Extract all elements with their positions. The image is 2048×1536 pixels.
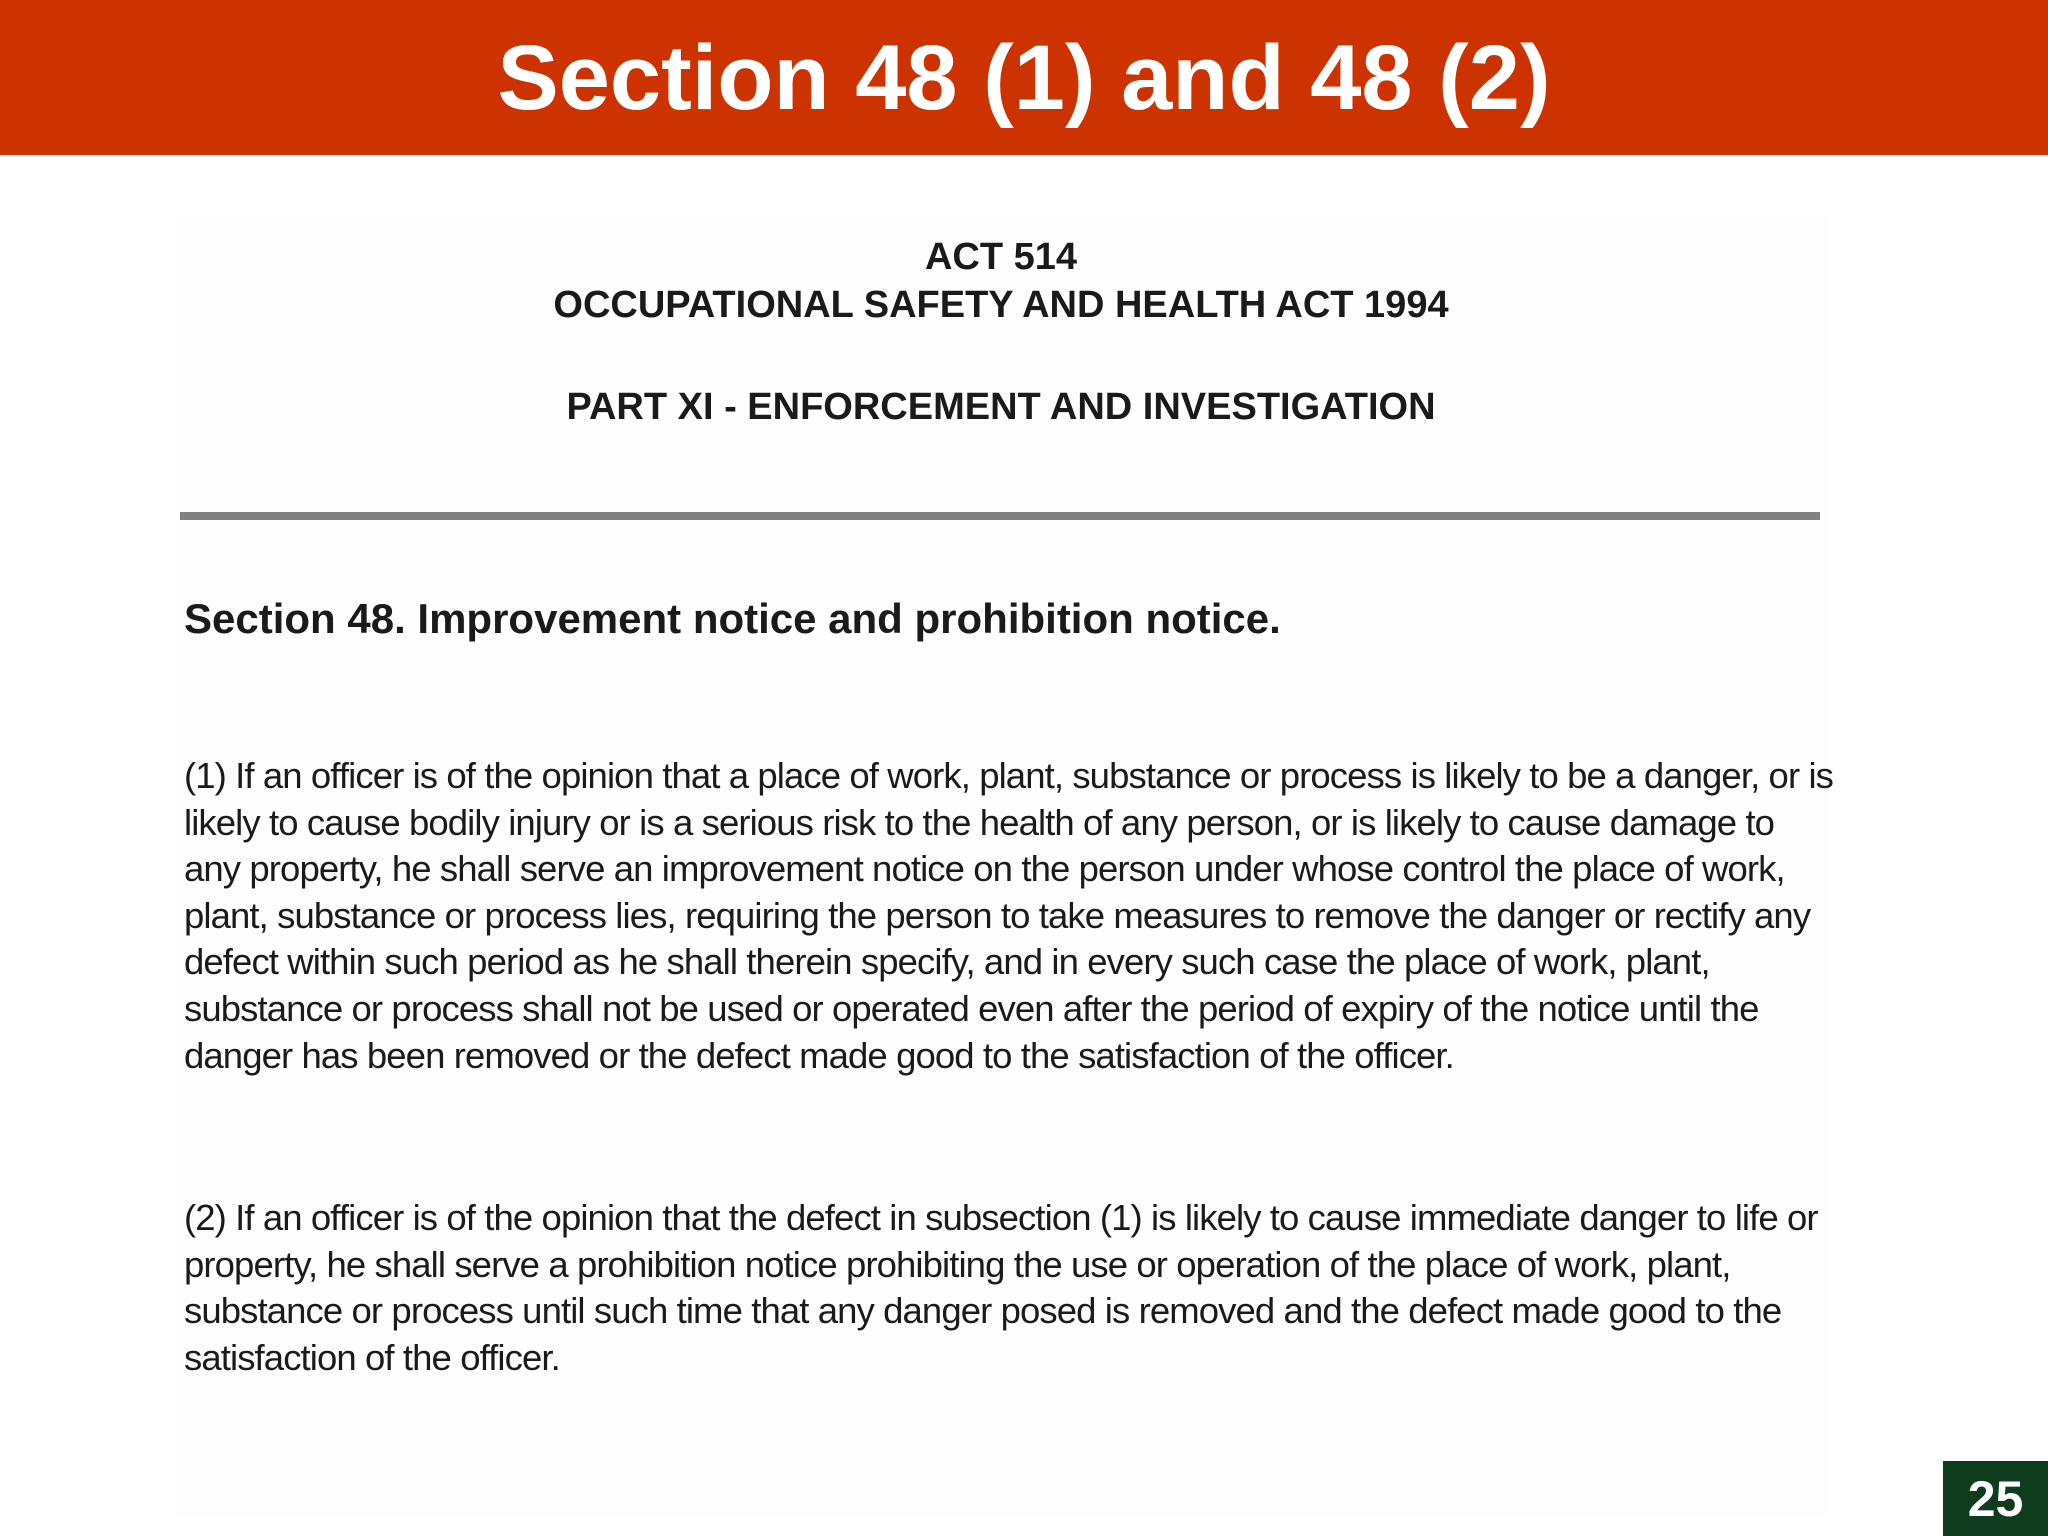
subsection-2-paragraph: (2) If an officer is of the opinion that the defect in subsection (1) is likely to cause immediate danger to life or property, he shall serve a prohibition notice prohibiting the use or operation of the place of work, plant, substance or process until such time that any danger posed is removed and the defect made good to the satisfaction of the officer. <box>184 1197 1818 1378</box>
page-number-badge: 25 <box>1943 1461 2048 1536</box>
horizontal-divider <box>180 512 1820 520</box>
slide-title: Section 48 (1) and 48 (2) <box>497 26 1551 129</box>
act-number: ACT 514 <box>924 236 1078 278</box>
part-title: PART XI - ENFORCEMENT AND INVESTIGATION <box>566 386 1436 428</box>
document-header <box>178 233 1824 431</box>
title-bar <box>0 0 2048 155</box>
section-heading: Section 48. Improvement notice and prohibition notice. <box>184 595 1281 642</box>
subsection-1-paragraph: (1) If an officer is of the opinion that a place of work, plant, substance or process is likely to be a danger, or is likely to cause bodily injury or is a serious risk to the health of any person, or is likely to cause damage to any property, he shall serve an improvement notice on the person under whose control the place of work, plant, substance or process lies, requiring the person to take measures to remove the danger or rectify any defect within such period as he shall therein specify, and in every such case the place of work, plant, substance or process shall not be used or operated even after the period of expiry of the notice until the danger has been removed or the defect made good to the satisfaction of the officer. <box>184 755 1833 1076</box>
document-excerpt <box>178 215 1833 1515</box>
act-title: OCCUPATIONAL SAFETY AND HEALTH ACT 1994 <box>553 284 1449 326</box>
